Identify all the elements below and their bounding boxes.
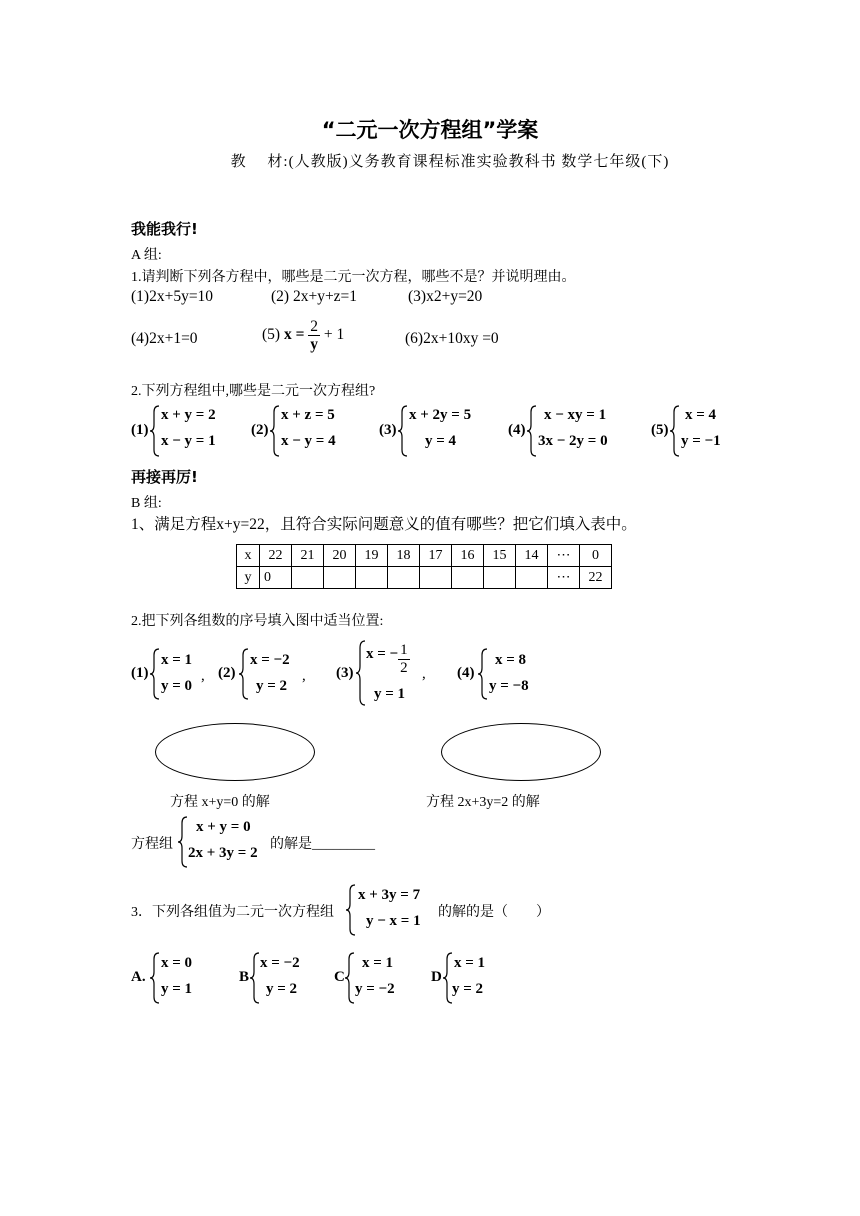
option-d[interactable] xyxy=(431,952,511,1004)
left-brace-icon xyxy=(527,405,537,457)
pair-1-sep: , xyxy=(201,668,205,684)
system-a1-eq2: x − y = 1 xyxy=(161,433,216,449)
left-brace-icon xyxy=(670,405,680,457)
table-cell[interactable] xyxy=(420,567,452,589)
pair-4 xyxy=(457,648,557,700)
left-brace-icon xyxy=(346,884,356,936)
item-5-label: (5) xyxy=(262,326,281,344)
table-cell[interactable] xyxy=(484,567,516,589)
pair-3-fraction xyxy=(398,642,410,676)
group-a-label: A 组: xyxy=(131,248,162,263)
left-brace-icon xyxy=(178,816,188,868)
table-cell[interactable] xyxy=(452,567,484,589)
system-a4-label: (4) xyxy=(508,422,526,438)
pair-3-numerator: 1 xyxy=(400,642,408,658)
option-c-label: C xyxy=(334,969,345,985)
oval-left-caption: 方程 x+y=0 的解 xyxy=(170,795,270,810)
table-cell: 0 xyxy=(260,567,292,589)
table-cell: 19 xyxy=(356,545,388,567)
table-cell: 17 xyxy=(420,545,452,567)
left-brace-icon xyxy=(478,648,488,700)
option-d-eq2: y = 2 xyxy=(452,981,484,997)
system-a3-label: (3) xyxy=(379,422,397,438)
pair-4-eq2: y = −8 xyxy=(489,678,529,694)
table-cell: ⋯ xyxy=(548,567,580,589)
pair-3-eq2: y = 1 xyxy=(374,686,406,702)
pair-3 xyxy=(336,640,446,706)
system-a2-eq1: x + z = 5 xyxy=(281,407,335,423)
table-cell[interactable] xyxy=(324,567,356,589)
system-a3-eq2: y = 4 xyxy=(425,433,457,449)
table-row xyxy=(237,567,612,589)
system-a2-eq2: x − y = 4 xyxy=(281,433,336,449)
table-cell: 22 xyxy=(580,567,612,589)
system-a2 xyxy=(251,405,361,457)
pair-2-eq2: y = 2 xyxy=(256,678,288,694)
left-brace-icon xyxy=(150,648,160,700)
system-a4-eq2: 3x − 2y = 0 xyxy=(538,433,608,449)
option-b-eq2: y = 2 xyxy=(266,981,298,997)
system-a3-eq1: x + 2y = 5 xyxy=(409,407,472,423)
table-cell[interactable] xyxy=(356,567,388,589)
table-cell: x xyxy=(237,545,260,567)
option-b-eq1: x = −2 xyxy=(260,955,300,971)
system-a5-label: (5) xyxy=(651,422,669,438)
item-5-numerator: 2 xyxy=(310,318,319,335)
table-cell: 15 xyxy=(484,545,516,567)
system-prefix: 方程组 xyxy=(131,837,173,852)
pair-1-label: (1) xyxy=(131,665,149,681)
equation-item-4: (4)2x+1=0 xyxy=(131,330,198,347)
pair-2 xyxy=(218,648,318,700)
system-b2-eq2: 2x + 3y = 2 xyxy=(188,845,258,861)
left-brace-icon xyxy=(398,405,408,457)
option-a-eq2: y = 1 xyxy=(161,981,193,997)
q-b2-prompt: 2.把下列各组数的序号填入图中适当位置: xyxy=(131,614,384,629)
left-brace-icon xyxy=(239,648,249,700)
option-d-eq1: x = 1 xyxy=(454,955,486,971)
pair-3-label: (3) xyxy=(336,665,354,681)
system-answer-blank[interactable]: 的解是_________ xyxy=(270,837,375,852)
section-b-heading: 再接再厉! xyxy=(131,468,198,486)
left-brace-icon xyxy=(270,405,280,457)
pair-3-sep: , xyxy=(422,666,426,682)
table-cell: 22 xyxy=(260,545,292,567)
left-brace-icon xyxy=(250,952,260,1004)
item-5-fraction xyxy=(308,318,320,353)
option-a-eq1: x = 0 xyxy=(161,955,193,971)
left-brace-icon xyxy=(150,952,160,1004)
option-c[interactable] xyxy=(334,952,424,1004)
pair-1 xyxy=(131,648,221,700)
option-c-eq2: y = −2 xyxy=(355,981,395,997)
equation-item-6: (6)2x+10xy =0 xyxy=(405,330,499,347)
q-b3-prompt-suffix: 的解的是（ ） xyxy=(438,905,550,920)
system-a1-eq1: x + y = 2 xyxy=(161,407,216,423)
pair-3-eq1-lhs: x = − xyxy=(366,646,399,663)
table-cell[interactable] xyxy=(292,567,324,589)
xy-table xyxy=(236,544,612,589)
system-a2-label: (2) xyxy=(251,422,269,438)
page-subtitle: 教 材:(人教版)义务教育课程标准实验教科书 数学七年级(下) xyxy=(230,154,670,170)
system-b3-eq1: x + 3y = 7 xyxy=(358,887,421,903)
system-b3 xyxy=(346,884,446,936)
left-brace-icon xyxy=(345,952,355,1004)
equation-item-5 xyxy=(262,318,344,353)
table-cell: 0 xyxy=(580,545,612,567)
option-a[interactable] xyxy=(131,952,221,1004)
table-row xyxy=(237,545,612,567)
table-cell: 21 xyxy=(292,545,324,567)
page-title: “二元一次方程组”学案 xyxy=(321,118,539,142)
table-cell[interactable] xyxy=(516,567,548,589)
system-b3-eq2: y − x = 1 xyxy=(366,913,421,929)
q-b3-prompt-prefix: 3．下列各组值为二元一次方程组 xyxy=(131,905,334,920)
answer-oval-left[interactable] xyxy=(155,723,315,781)
table-cell: 18 xyxy=(388,545,420,567)
option-a-label: A. xyxy=(131,969,146,985)
pair-2-sep: , xyxy=(302,668,306,684)
option-b[interactable] xyxy=(239,952,329,1004)
system-a5-eq2: y = −1 xyxy=(681,433,721,449)
system-a5-eq1: x = 4 xyxy=(685,407,717,423)
equation-item-3: (3)x2+y=20 xyxy=(408,288,483,305)
pair-2-eq1: x = −2 xyxy=(250,652,290,668)
system-a3 xyxy=(379,405,499,457)
system-b2 xyxy=(178,816,278,868)
pair-1-eq2: y = 0 xyxy=(161,678,193,694)
table-cell: y xyxy=(237,567,260,589)
q-a2-prompt: 2.下列方程组中,哪些是二元一次方程组? xyxy=(131,384,376,399)
pair-3-denominator: 2 xyxy=(400,659,408,676)
q-a1-prompt: 1.请判断下列各方程中，哪些是二元一次方程，哪些不是？并说明理由。 xyxy=(131,270,576,285)
item-5-lhs: x = xyxy=(283,326,305,344)
table-cell: 20 xyxy=(324,545,356,567)
table-cell[interactable] xyxy=(388,567,420,589)
q-b1-prompt: 1、满足方程x+y=22，且符合实际问题意义的值有哪些？把它们填入表中。 xyxy=(131,516,637,533)
left-brace-icon xyxy=(356,640,366,706)
option-d-label: D xyxy=(431,969,442,985)
system-a5 xyxy=(651,405,741,457)
option-c-eq1: x = 1 xyxy=(362,955,394,971)
group-b-label: B 组: xyxy=(131,496,162,511)
equation-item-2: (2) 2x+y+z=1 xyxy=(271,288,358,305)
pair-3-eq1 xyxy=(366,642,410,676)
oval-right-caption: 方程 2x+3y=2 的解 xyxy=(426,795,540,810)
table-cell: 14 xyxy=(516,545,548,567)
section-a-heading: 我能我行! xyxy=(131,220,198,238)
item-5-denominator: y xyxy=(310,336,319,354)
pair-4-label: (4) xyxy=(457,665,475,681)
table-cell: 16 xyxy=(452,545,484,567)
system-b2-eq1: x + y = 0 xyxy=(196,819,251,835)
system-a4-eq1: x − xy = 1 xyxy=(544,407,607,423)
pair-1-eq1: x = 1 xyxy=(161,652,193,668)
table-cell: ⋯ xyxy=(548,545,580,567)
answer-oval-right[interactable] xyxy=(441,723,601,781)
item-5-tail: + 1 xyxy=(323,326,345,344)
equation-item-1: (1)2x+5y=10 xyxy=(131,288,214,305)
option-b-label: B xyxy=(239,969,250,985)
left-brace-icon xyxy=(150,405,160,457)
system-a1-label: (1) xyxy=(131,422,149,438)
system-a4 xyxy=(508,405,638,457)
system-a1 xyxy=(131,405,241,457)
pair-2-label: (2) xyxy=(218,665,236,681)
pair-4-eq1: x = 8 xyxy=(495,652,527,668)
